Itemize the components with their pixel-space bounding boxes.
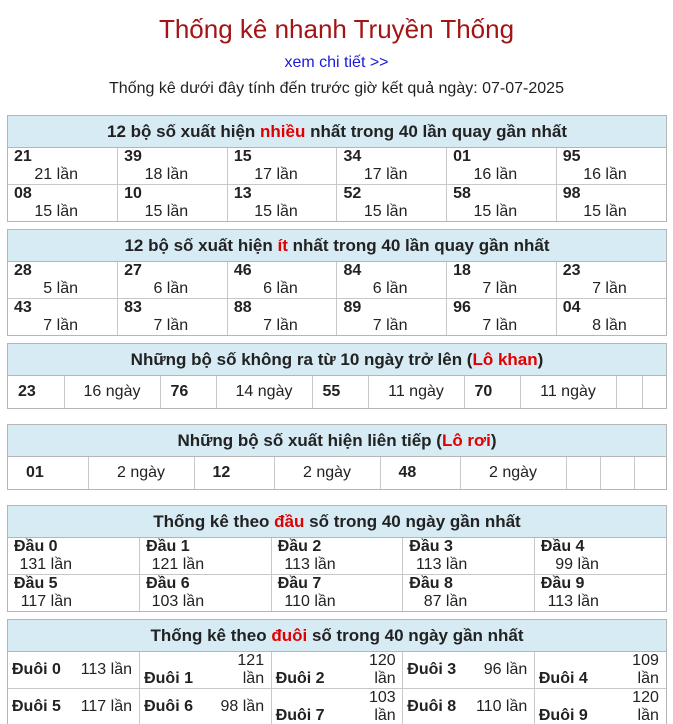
duoi-cell [8,689,140,724]
pair-count: 21 lần [34,166,78,183]
pair-number: 84 [343,262,362,279]
title-text: số trong 40 ngày gần nhất [307,626,524,645]
pair-cell [227,148,337,185]
pair-number: 23 [8,376,64,408]
pair-cell [118,262,228,299]
pair-days: 11 ngày [368,376,464,408]
pair-cell [337,185,447,222]
duoi-title [8,620,666,652]
pair-count: 6 lần [153,280,189,297]
duoi-panel [7,619,667,724]
page-subtitle: Thống kê dưới đây tính đến trước giờ kết quả ngày: 07-07-2025 [109,80,564,97]
duoi-label: Đuôi 5 [12,698,61,715]
duoi-cell [271,652,403,689]
pair-number: 89 [343,299,362,316]
pair-count: 15 lần [144,203,189,220]
dau-cell [534,538,666,575]
duoi-count: 110 lần [475,698,528,715]
dau-cell [534,575,666,612]
pair-cell [118,299,228,336]
dau-count: 103 lần [151,593,205,610]
duoi-table [8,652,666,724]
pair-number: 13 [233,185,252,202]
pair-count: 15 lần [583,203,627,220]
title-highlight: ít [277,236,288,255]
pair-cell [8,148,118,185]
title-text: Thống kê theo [153,512,275,531]
empty-cell [634,457,668,489]
duoi-label: Đuôi 8 [407,698,457,715]
table-row [8,299,666,336]
pair-cell [118,148,228,185]
pair-count: 15 lần [34,203,78,220]
dau-count: 87 lần [423,593,468,610]
pair-number: 58 [453,185,471,202]
dau-count: 131 lần [19,556,72,573]
dau-cell [8,575,140,612]
duoi-count: 117 lần [80,698,132,715]
pair-number: 52 [343,185,362,202]
empty-cell [566,457,600,489]
duoi-cell [140,652,272,689]
table-row [8,689,666,724]
pair-count: 8 lần [592,317,627,334]
duoi-count: 121 lần [237,652,265,687]
title-text: ) [490,431,497,450]
duoi-count: 120 lần [632,689,659,724]
least-frequent-title [8,230,666,262]
pair-number: 98 [562,185,581,202]
pair-cell [8,262,118,299]
least-frequent-panel [7,229,667,336]
title-highlight: Lô khan [472,350,538,369]
pair-number: 34 [343,148,362,165]
pair-days: 2 ngày [274,457,380,489]
pair-count: 16 lần [473,166,518,183]
dau-count: 113 lần [415,556,468,573]
pair-number: 12 [194,457,274,489]
dau-label: Đầu 8 [409,575,453,592]
duoi-label: Đuôi 0 [12,661,61,678]
empty-cell [616,376,642,408]
dau-cell [271,575,403,612]
dau-label: Đầu 7 [277,575,322,592]
pair-cell [447,299,557,336]
pair-number: 01 [8,457,88,489]
pair-count: 7 lần [263,317,298,334]
pair-number: 21 [14,148,32,165]
dau-count: 113 lần [284,556,336,573]
dau-count: 99 lần [555,556,599,573]
pair-count: 7 lần [153,317,189,334]
table-row [8,376,668,408]
duoi-label: Đuôi 4 [538,670,588,687]
dau-cell [271,538,403,575]
dau-label: Đầu 0 [14,538,58,555]
duoi-label: Đuôi 6 [144,698,193,715]
pair-number: 43 [14,299,32,316]
pair-cell [556,185,666,222]
pair-days: 2 ngày [88,457,194,489]
pair-number: 55 [312,376,368,408]
pair-count: 7 lần [372,317,408,334]
pair-count: 6 lần [263,280,298,297]
title-text: số trong 40 ngày gần nhất [304,512,521,531]
dau-count: 113 lần [547,593,599,610]
duoi-cell [403,652,535,689]
dau-table [8,538,666,611]
duoi-cell [271,689,403,724]
lo-khan-panel [7,343,667,409]
lo-roi-panel [7,424,667,490]
pair-count: 7 lần [43,317,78,334]
pair-cell [8,299,118,336]
dau-cell [403,538,535,575]
table-row [8,652,666,689]
pair-cell [227,299,337,336]
dau-label: Đầu 4 [540,538,585,555]
dau-count: 121 lần [151,556,205,573]
pair-cell [118,185,228,222]
title-text: nhất trong 40 lần quay gần nhất [305,122,568,141]
table-row [8,457,668,489]
pair-cell [8,185,118,222]
dau-title [8,506,666,538]
pair-count: 15 lần [363,203,408,220]
pair-cell [337,262,447,299]
most-frequent-panel [7,115,667,222]
pair-number: 83 [124,299,142,316]
pair-cell [337,148,447,185]
pair-count: 15 lần [473,203,518,220]
dau-count: 117 lần [20,593,72,610]
pair-number: 01 [453,148,471,165]
dau-label: Đầu 1 [146,538,190,555]
pair-number: 95 [562,148,581,165]
pair-number: 39 [124,148,142,165]
duoi-cell [140,689,272,724]
lo-khan-title [8,344,666,376]
dau-cell [8,538,140,575]
duoi-count: 96 lần [483,661,528,678]
duoi-cell [8,652,140,689]
dau-label: Đầu 3 [409,538,453,555]
title-text: Những bộ số không ra từ 10 ngày trở lên ( [130,350,473,369]
pair-count: 7 lần [482,317,518,334]
pair-number: 46 [233,262,252,279]
pair-count: 17 lần [254,166,298,183]
title-text: Thống kê theo [150,626,272,645]
title-highlight: đuôi [271,626,308,645]
dau-cell [140,538,272,575]
pair-count: 16 lần [583,166,627,183]
pair-cell [447,262,557,299]
most-frequent-table [8,148,666,221]
lo-roi-title [8,425,666,457]
pair-number: 08 [14,185,32,202]
dau-label: Đầu 6 [146,575,190,592]
lo-roi-table [8,457,668,489]
pair-count: 18 lần [144,166,189,183]
pair-number: 27 [124,262,142,279]
title-highlight: đầu [274,512,305,531]
pair-days: 16 ngày [64,376,160,408]
table-row [8,185,666,222]
duoi-count: 98 lần [220,698,265,715]
duoi-cell [534,689,666,724]
title-text: 12 bộ số xuất hiện [124,236,278,255]
pair-number: 88 [233,299,252,316]
title-highlight: nhiều [260,122,306,141]
least-frequent-table [8,262,666,335]
duoi-count: 120 lần [368,652,396,687]
pair-number: 96 [453,299,471,316]
duoi-cell [534,652,666,689]
title-highlight: Lô rơi [441,431,491,450]
pair-days: 11 ngày [520,376,616,408]
dau-label: Đầu 2 [277,538,322,555]
pair-days: 2 ngày [460,457,566,489]
pair-count: 5 lần [43,280,78,297]
pair-count: 6 lần [372,280,408,297]
pair-cell [447,148,557,185]
title-text: ) [537,350,544,369]
dau-cell [403,575,535,612]
lo-khan-table [8,376,668,408]
pair-count: 17 lần [363,166,408,183]
pair-count: 7 lần [482,280,518,297]
dau-label: Đầu 5 [14,575,58,592]
detail-link[interactable]: xem chi tiết >> [284,54,389,71]
pair-number: 18 [453,262,471,279]
pair-number: 70 [464,376,520,408]
pair-count: 7 lần [592,280,627,297]
empty-cell [642,376,668,408]
most-frequent-title [8,116,666,148]
pair-cell [447,185,557,222]
duoi-count: 113 lần [80,661,132,678]
dau-count: 110 lần [284,593,336,610]
pair-cell [556,148,666,185]
dau-label: Đầu 9 [540,575,585,592]
duoi-label: Đuôi 9 [538,707,588,724]
pair-number: 48 [380,457,460,489]
pair-number: 15 [233,148,252,165]
duoi-label: Đuôi 2 [275,670,325,687]
title-text: nhất trong 40 lần quay gần nhất [287,236,550,255]
title-text: Những bộ số xuất hiện liên tiếp ( [177,431,442,450]
pair-number: 28 [14,262,32,279]
duoi-count: 109 lần [632,652,659,687]
table-row [8,538,666,575]
pair-number: 76 [160,376,216,408]
pair-number: 04 [562,299,581,316]
dau-panel [7,505,667,612]
table-row [8,575,666,612]
duoi-label: Đuôi 1 [144,670,193,687]
table-row [8,262,666,299]
pair-cell [556,262,666,299]
dau-cell [140,575,272,612]
page-title: Thống kê nhanh Truyền Thống [158,14,515,44]
pair-cell [227,262,337,299]
duoi-label: Đuôi 3 [407,661,457,678]
duoi-count: 103 lần [368,689,396,724]
duoi-label: Đuôi 7 [275,707,325,724]
pair-number: 10 [124,185,142,202]
pair-cell [556,299,666,336]
empty-cell [600,457,634,489]
pair-count: 15 lần [254,203,298,220]
title-text: 12 bộ số xuất hiện [106,122,261,141]
pair-cell [227,185,337,222]
table-row [8,148,666,185]
pair-number: 23 [562,262,581,279]
pair-cell [337,299,447,336]
duoi-cell [403,689,535,724]
pair-days: 14 ngày [216,376,312,408]
